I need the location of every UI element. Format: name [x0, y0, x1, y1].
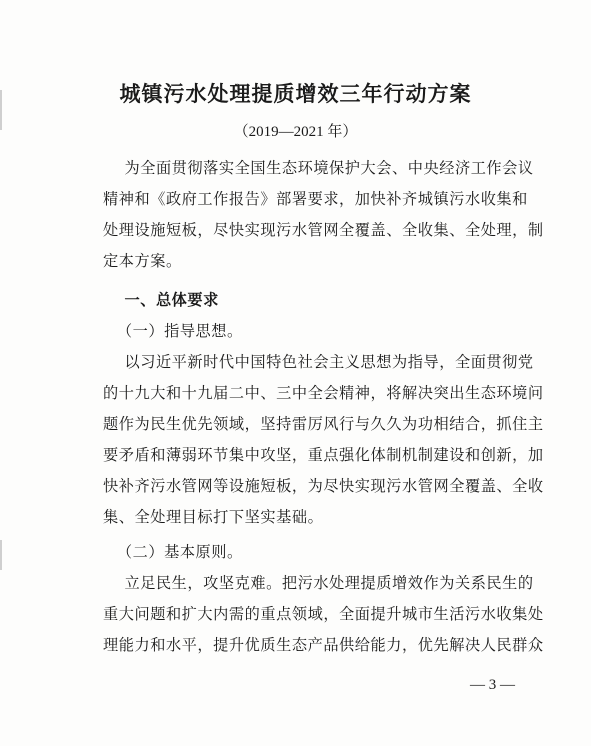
paragraph-line: 理能力和水平，提升优质生态产品供给能力，优先解决人民群众	[103, 636, 544, 654]
paragraph-line: 处理设施短板，尽快实现污水管网全覆盖、全收集、全处理，制	[103, 221, 544, 239]
subsection-heading: （二）基本原则。	[93, 543, 243, 561]
paragraph-line: 集、全处理目标打下坚实基础。	[103, 508, 324, 526]
subsection-heading: （一）指导思想。	[93, 322, 243, 340]
section-heading: 一、总体要求	[93, 291, 219, 309]
paragraph-line: 快补齐污水管网等设施短板，为尽快实现污水管网全覆盖、全收	[103, 477, 544, 495]
paragraph-line: 立足民生，攻坚克难。把污水处理提质增效作为关系民生的	[93, 574, 534, 592]
paragraph-line: 为全面贯彻落实全国生态环境保护大会、中央经济工作会议	[93, 159, 534, 177]
paragraph-line: 要矛盾和薄弱环节集中攻坚，重点强化体制机制建设和创新，加	[103, 446, 544, 464]
paragraph-line: 的十九大和十九届二中、三中全会精神，将解决突出生态环境问	[103, 384, 544, 402]
paragraph-line: 重大问题和扩大内需的重点领域，全面提升城市生活污水收集处	[103, 605, 544, 623]
paragraph-line: 以习近平新时代中国特色社会主义思想为指导，全面贯彻党	[93, 353, 534, 371]
paragraph-line: 题作为民生优先领域，坚持雷厉风行与久久为功相结合，抓住主	[103, 415, 544, 433]
paragraph-line: 精神和《政府工作报告》部署要求，加快补齐城镇污水收集和	[103, 190, 528, 208]
scan-edge-mark	[0, 540, 2, 570]
page-number: — 3 —	[470, 677, 515, 693]
document-title: 城镇污水处理提质增效三年行动方案	[119, 82, 472, 106]
document-subtitle: （2019—2021 年）	[233, 124, 358, 140]
paragraph-line: 定本方案。	[103, 252, 182, 270]
